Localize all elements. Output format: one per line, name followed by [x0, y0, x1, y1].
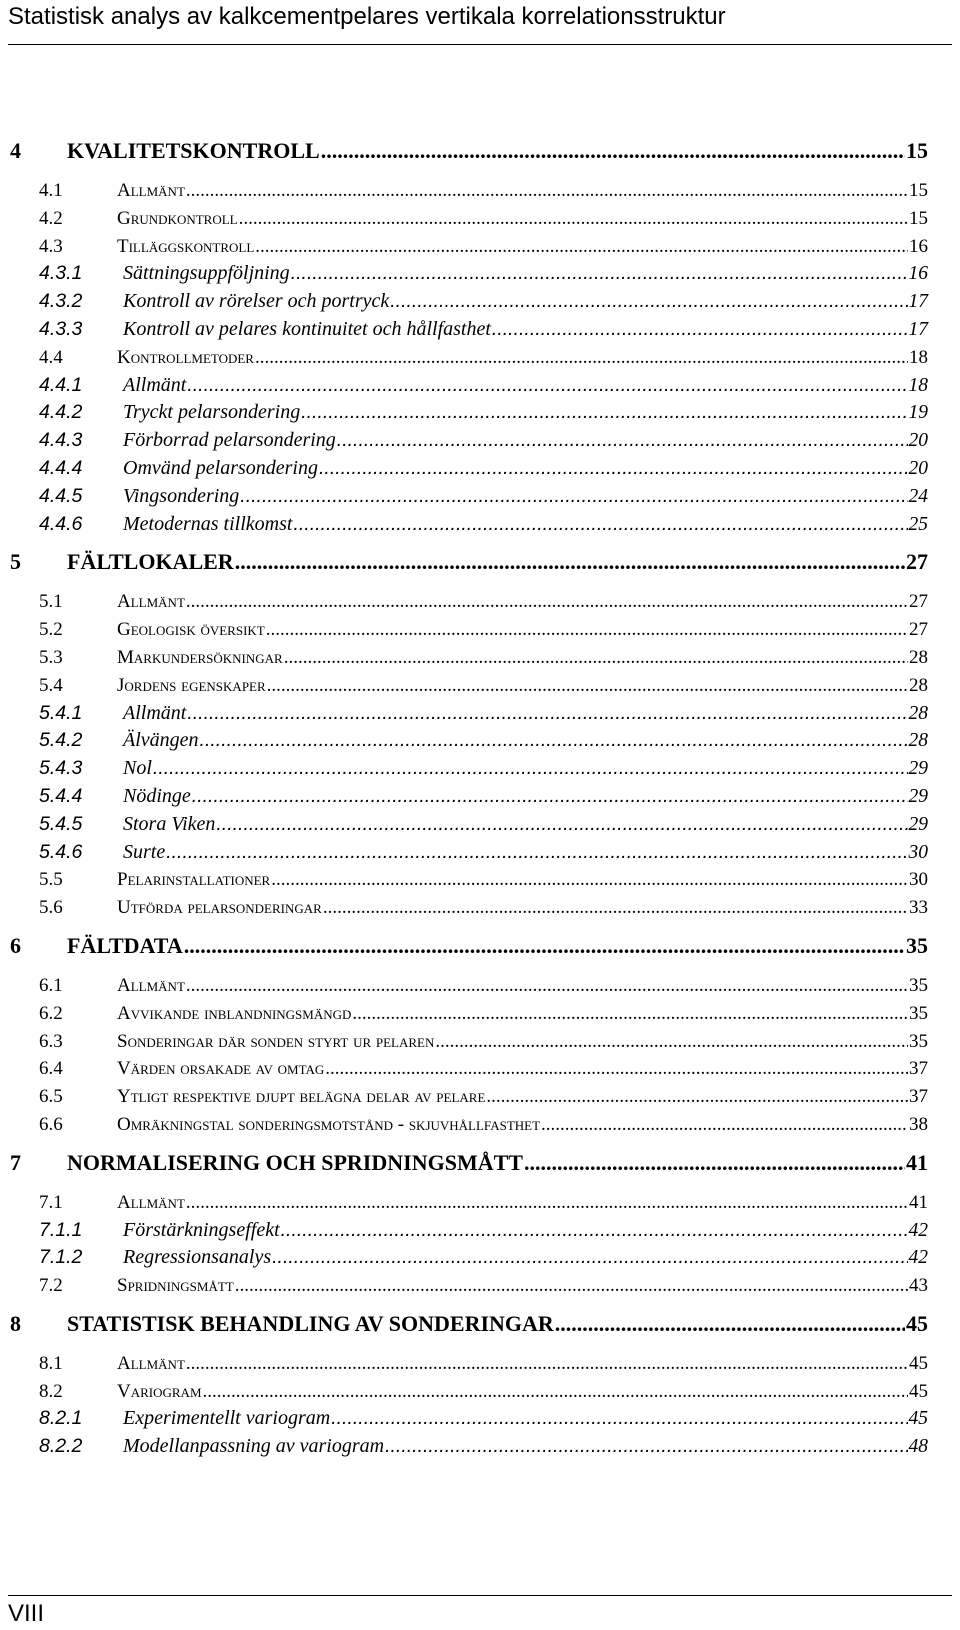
toc-entry-page: 18 — [908, 374, 928, 396]
toc-entry-number: 5.4.3 — [39, 757, 83, 780]
toc-entry-number: 6 — [10, 932, 21, 958]
toc-entry-page: 16 — [908, 263, 928, 285]
toc-chapter-entry[interactable] — [10, 926, 928, 966]
toc-dot-leader — [524, 1143, 905, 1183]
toc-subsection-entry[interactable] — [10, 427, 928, 455]
toc-dot-leader — [186, 1350, 908, 1378]
toc-entry-title: Nol — [123, 757, 152, 780]
toc-entry-page: 28 — [909, 674, 928, 696]
toc-subsection-entry[interactable] — [10, 811, 928, 839]
toc-subsection-entry[interactable] — [10, 455, 928, 483]
toc-entry-title: Kontrollmetoder — [117, 346, 254, 368]
toc-entry-title: Allmänt — [117, 1191, 185, 1213]
toc-entry-number: 4.4.5 — [39, 484, 83, 507]
toc-entry-title: Surte — [123, 840, 166, 863]
toc-entry-title: FÄLTLOKALER — [67, 549, 234, 575]
toc-section-entry[interactable] — [10, 1111, 928, 1139]
toc-dot-leader — [216, 811, 907, 839]
toc-dot-leader — [541, 1111, 908, 1139]
toc-entry-title: Nödinge — [123, 784, 191, 807]
toc-entry-number: 6.4 — [39, 1058, 63, 1080]
toc-entry-title: Modellanpassning av variogram — [123, 1435, 385, 1458]
toc-entry-number: 6.6 — [39, 1113, 63, 1135]
toc-entry-title: Vingsondering — [123, 484, 240, 507]
toc-entry-page: 35 — [909, 974, 928, 996]
page-number: VIII — [8, 1600, 45, 1627]
toc-entry-page: 45 — [908, 1408, 928, 1430]
toc-entry-title: Allmänt — [117, 591, 185, 613]
toc-entry-page: 30 — [909, 869, 928, 891]
toc-entry-number: 4.4.1 — [39, 373, 83, 396]
toc-entry-number: 4.4.2 — [39, 401, 83, 424]
toc-dot-leader — [200, 727, 908, 755]
toc-entry-number: 8.2 — [39, 1380, 63, 1402]
toc-dot-leader — [319, 455, 908, 483]
toc-entry-page: 16 — [909, 235, 928, 257]
toc-section-entry[interactable] — [10, 344, 928, 372]
toc-entry-number: 6.1 — [39, 974, 63, 996]
toc-entry-page: 24 — [908, 485, 928, 507]
toc-section-entry[interactable] — [10, 672, 928, 700]
toc-dot-leader — [255, 344, 908, 372]
toc-entry-number: 8.2.2 — [39, 1435, 83, 1458]
toc-entry-page: 35 — [909, 1030, 928, 1052]
toc-entry-number: 5.2 — [39, 619, 63, 641]
toc-entry-title: Geologisk översikt — [117, 619, 265, 641]
toc-section-entry[interactable] — [10, 1350, 928, 1378]
toc-entry-title: Älvängen — [123, 729, 199, 752]
toc-dot-leader — [187, 372, 907, 400]
toc-entry-number: 4.4.3 — [39, 429, 83, 452]
running-header: Statistisk analys av kalkcementpelares vertikala korrelationsstruktur — [8, 0, 952, 45]
toc-entry-page: 28 — [908, 702, 928, 724]
toc-section-entry[interactable] — [10, 1083, 928, 1111]
toc-entry-page: 29 — [908, 813, 928, 835]
toc-dot-leader — [267, 672, 908, 700]
toc-section-entry[interactable] — [10, 1055, 928, 1083]
toc-dot-leader — [352, 1000, 908, 1028]
toc-entry-page: 35 — [909, 1002, 928, 1024]
toc-entry-number: 4 — [10, 138, 21, 163]
toc-dot-leader — [203, 1378, 908, 1406]
toc-entry-number: 5.3 — [39, 646, 63, 668]
toc-dot-leader — [239, 205, 908, 233]
toc-entry-title: Allmänt — [117, 180, 185, 201]
toc-dot-leader — [240, 483, 907, 511]
toc-entry-page: 25 — [908, 513, 928, 535]
toc-entry-title: Pelarinstallationer — [117, 869, 271, 891]
toc-entry-title: Sättningsuppföljning — [123, 262, 290, 285]
toc-entry-page: 38 — [909, 1113, 928, 1135]
toc-dot-leader — [272, 1244, 907, 1272]
toc-dot-leader — [293, 511, 907, 539]
toc-entry-title: Markundersökningar — [117, 646, 283, 668]
toc-dot-leader — [266, 616, 908, 644]
toc-entry-number: 7 — [10, 1149, 21, 1175]
toc-dot-leader — [555, 1304, 905, 1344]
toc-entry-title: Allmänt — [123, 701, 187, 724]
toc-subsection-entry[interactable] — [10, 727, 928, 755]
toc-entry-number: 4.4 — [39, 346, 63, 368]
toc-entry-page: 41 — [906, 1149, 928, 1175]
toc-entry-page: 30 — [908, 841, 928, 863]
footer-rule — [8, 1595, 952, 1596]
toc-entry-number: 5.4.2 — [39, 729, 83, 752]
toc-dot-leader — [255, 233, 908, 261]
toc-entry-page: 29 — [908, 758, 928, 780]
toc-entry-page: 45 — [909, 1380, 928, 1402]
toc-dot-leader — [192, 783, 908, 811]
toc-entry-number: 4.1 — [39, 180, 63, 201]
toc-subsection-entry[interactable] — [10, 755, 928, 783]
table-of-contents — [10, 127, 928, 1461]
toc-dot-leader — [301, 399, 907, 427]
toc-dot-leader — [291, 260, 908, 288]
toc-entry-page: 35 — [906, 932, 928, 958]
toc-entry-number: 5.4.6 — [39, 840, 83, 863]
toc-entry-number: 5.6 — [39, 897, 63, 919]
toc-entry-title: Jordens egenskaper — [117, 674, 266, 696]
toc-dot-leader — [186, 972, 908, 1000]
toc-entry-number: 8.1 — [39, 1352, 63, 1374]
toc-dot-leader — [166, 839, 907, 867]
toc-entry-title: STATISTISK BEHANDLING AV SONDERINGAR — [67, 1310, 554, 1336]
toc-entry-number: 6.5 — [39, 1086, 63, 1108]
toc-entry-page: 48 — [908, 1436, 928, 1458]
toc-entry-page: 43 — [909, 1275, 928, 1297]
toc-dot-leader — [186, 588, 908, 616]
toc-section-entry[interactable] — [10, 177, 928, 205]
toc-dot-leader — [235, 542, 905, 582]
toc-chapter-entry[interactable] — [10, 131, 928, 171]
toc-dot-leader — [385, 1433, 907, 1461]
toc-entry-page: 17 — [908, 291, 928, 313]
toc-chapter-entry[interactable] — [10, 1304, 928, 1344]
toc-dot-leader — [323, 894, 908, 922]
toc-entry-number: 4.4.6 — [39, 512, 83, 535]
toc-entry-page: 15 — [906, 138, 928, 163]
toc-entry-page: 42 — [908, 1219, 928, 1241]
toc-dot-leader — [153, 755, 908, 783]
toc-entry-number: 5.4 — [39, 674, 63, 696]
toc-subsection-entry[interactable] — [10, 260, 928, 288]
toc-dot-leader — [325, 1055, 908, 1083]
toc-entry-title: Allmänt — [123, 373, 187, 396]
toc-entry-title: NORMALISERING OCH SPRIDNINGSMÅTT — [67, 1149, 523, 1175]
toc-entry-page: 27 — [909, 619, 928, 641]
toc-dot-leader — [331, 1405, 907, 1433]
toc-entry-title: Ytligt respektive djupt belägna delar av pelare — [117, 1086, 486, 1108]
toc-dot-leader — [492, 316, 908, 344]
toc-entry-number: 4.4.4 — [39, 456, 83, 479]
toc-subsection-entry[interactable] — [10, 372, 928, 400]
toc-dot-leader — [271, 866, 908, 894]
toc-entry-page: 18 — [909, 346, 928, 368]
toc-entry-number: 4.3.2 — [39, 290, 83, 313]
toc-entry-number: 7.1 — [39, 1191, 63, 1213]
toc-entry-title: Metodernas tillkomst — [123, 512, 293, 535]
toc-entry-number: 7.1.1 — [39, 1218, 83, 1241]
toc-entry-title: Tryckt pelarsondering — [123, 401, 301, 424]
toc-entry-title: Allmänt — [117, 1352, 185, 1374]
toc-entry-title: Utförda pelarsonderingar — [117, 897, 322, 919]
toc-entry-number: 4.3.1 — [39, 262, 83, 285]
toc-entry-title: Förborrad pelarsondering — [123, 429, 336, 452]
toc-dot-leader — [390, 288, 907, 316]
toc-subsection-entry[interactable] — [10, 483, 928, 511]
toc-subsection-entry[interactable] — [10, 288, 928, 316]
toc-subsection-entry[interactable] — [10, 1217, 928, 1245]
toc-entry-title: KVALITETSKONTROLL — [67, 138, 320, 163]
toc-entry-number: 5 — [10, 549, 21, 575]
toc-entry-page: 15 — [909, 207, 928, 229]
toc-entry-title: Sonderingar där sonden styrt ur pelaren — [117, 1030, 435, 1052]
toc-entry-title: Kontroll av pelares kontinuitet och hållfasthet — [123, 317, 491, 340]
toc-section-entry[interactable] — [10, 1028, 928, 1056]
toc-subsection-entry[interactable] — [10, 1244, 928, 1272]
toc-entry-page: 19 — [908, 402, 928, 424]
toc-section-entry[interactable] — [10, 644, 928, 672]
toc-entry-title: Grundkontroll — [117, 207, 238, 229]
toc-dot-leader — [186, 1189, 908, 1217]
toc-entry-page: 45 — [906, 1310, 928, 1336]
toc-entry-number: 5.5 — [39, 869, 63, 891]
toc-entry-title: Experimentellt variogram — [123, 1407, 331, 1430]
toc-section-entry[interactable] — [10, 616, 928, 644]
toc-dot-leader — [486, 1083, 908, 1111]
toc-entry-page: 37 — [909, 1058, 928, 1080]
toc-entry-number: 7.1.2 — [39, 1246, 83, 1269]
toc-subsection-entry[interactable] — [10, 700, 928, 728]
toc-subsection-entry[interactable] — [10, 783, 928, 811]
toc-entry-title: Tilläggskontroll — [117, 235, 255, 257]
toc-entry-title: FÄLTDATA — [67, 932, 183, 958]
toc-entry-page: 28 — [908, 730, 928, 752]
toc-entry-number: 7.2 — [39, 1275, 63, 1297]
toc-dot-leader — [187, 700, 907, 728]
toc-subsection-entry[interactable] — [10, 399, 928, 427]
toc-entry-title: Värden orsakade av omtag — [117, 1058, 325, 1080]
toc-dot-leader — [281, 1217, 908, 1245]
toc-section-entry[interactable] — [10, 205, 928, 233]
toc-dot-leader — [321, 131, 905, 171]
toc-section-entry[interactable] — [10, 866, 928, 894]
toc-subsection-entry[interactable] — [10, 316, 928, 344]
toc-subsection-entry[interactable] — [10, 839, 928, 867]
toc-entry-page: 27 — [909, 591, 928, 613]
toc-entry-number: 8.2.1 — [39, 1407, 83, 1430]
toc-entry-number: 4.3.3 — [39, 317, 83, 340]
toc-entry-title: Kontroll av rörelser och portryck — [123, 290, 390, 313]
toc-dot-leader — [284, 644, 908, 672]
toc-entry-title: Omräkningstal sonderingsmotstånd - skjuvhållfasthet — [117, 1113, 541, 1135]
toc-entry-title: Variogram — [117, 1380, 202, 1402]
toc-entry-title: Förstärkningseffekt — [123, 1218, 280, 1241]
toc-entry-page: 17 — [908, 318, 928, 340]
toc-entry-page: 29 — [908, 785, 928, 807]
toc-section-entry[interactable] — [10, 233, 928, 261]
toc-section-entry[interactable] — [10, 972, 928, 1000]
toc-section-entry[interactable] — [10, 1272, 928, 1300]
toc-entry-number: 6.3 — [39, 1030, 63, 1052]
toc-section-entry[interactable] — [10, 1000, 928, 1028]
toc-entry-page: 42 — [908, 1247, 928, 1269]
toc-entry-number: 8 — [10, 1310, 21, 1336]
toc-chapter-entry[interactable] — [10, 542, 928, 582]
toc-section-entry[interactable] — [10, 894, 928, 922]
toc-section-entry[interactable] — [10, 588, 928, 616]
toc-entry-title: Spridningsmått — [117, 1275, 234, 1297]
toc-entry-title: Allmänt — [117, 974, 185, 996]
toc-entry-page: 37 — [909, 1086, 928, 1108]
toc-entry-number: 4.2 — [39, 207, 63, 229]
toc-entry-number: 4.3 — [39, 235, 63, 257]
toc-dot-leader — [337, 427, 908, 455]
toc-entry-page: 27 — [906, 549, 928, 575]
toc-chapter-entry[interactable] — [10, 1143, 928, 1183]
toc-dot-leader — [435, 1028, 908, 1056]
toc-entry-page: 20 — [908, 430, 928, 452]
toc-entry-number: 6.2 — [39, 1002, 63, 1024]
toc-subsection-entry[interactable] — [10, 1433, 928, 1461]
toc-entry-title: Omvänd pelarsondering — [123, 456, 318, 479]
toc-dot-leader — [184, 926, 905, 966]
toc-entry-page: 28 — [909, 646, 928, 668]
toc-dot-leader — [235, 1272, 908, 1300]
toc-entry-title: Stora Viken — [123, 812, 216, 835]
toc-entry-page: 33 — [909, 897, 928, 919]
toc-entry-title: Regressionsanalys — [123, 1246, 272, 1269]
toc-entry-page: 41 — [909, 1191, 928, 1213]
toc-entry-page: 45 — [909, 1352, 928, 1374]
toc-section-entry[interactable] — [10, 1378, 928, 1406]
toc-entry-number: 5.4.1 — [39, 701, 83, 724]
toc-dot-leader — [186, 177, 908, 205]
toc-entry-title: Avvikande inblandningsmängd — [117, 1002, 352, 1024]
toc-entry-number: 5.1 — [39, 591, 63, 613]
toc-subsection-entry[interactable] — [10, 511, 928, 539]
toc-entry-page: 15 — [909, 180, 928, 201]
toc-entry-number: 5.4.4 — [39, 784, 83, 807]
toc-entry-number: 5.4.5 — [39, 812, 83, 835]
toc-entry-page: 20 — [908, 457, 928, 479]
toc-section-entry[interactable] — [10, 1189, 928, 1217]
toc-subsection-entry[interactable] — [10, 1405, 928, 1433]
